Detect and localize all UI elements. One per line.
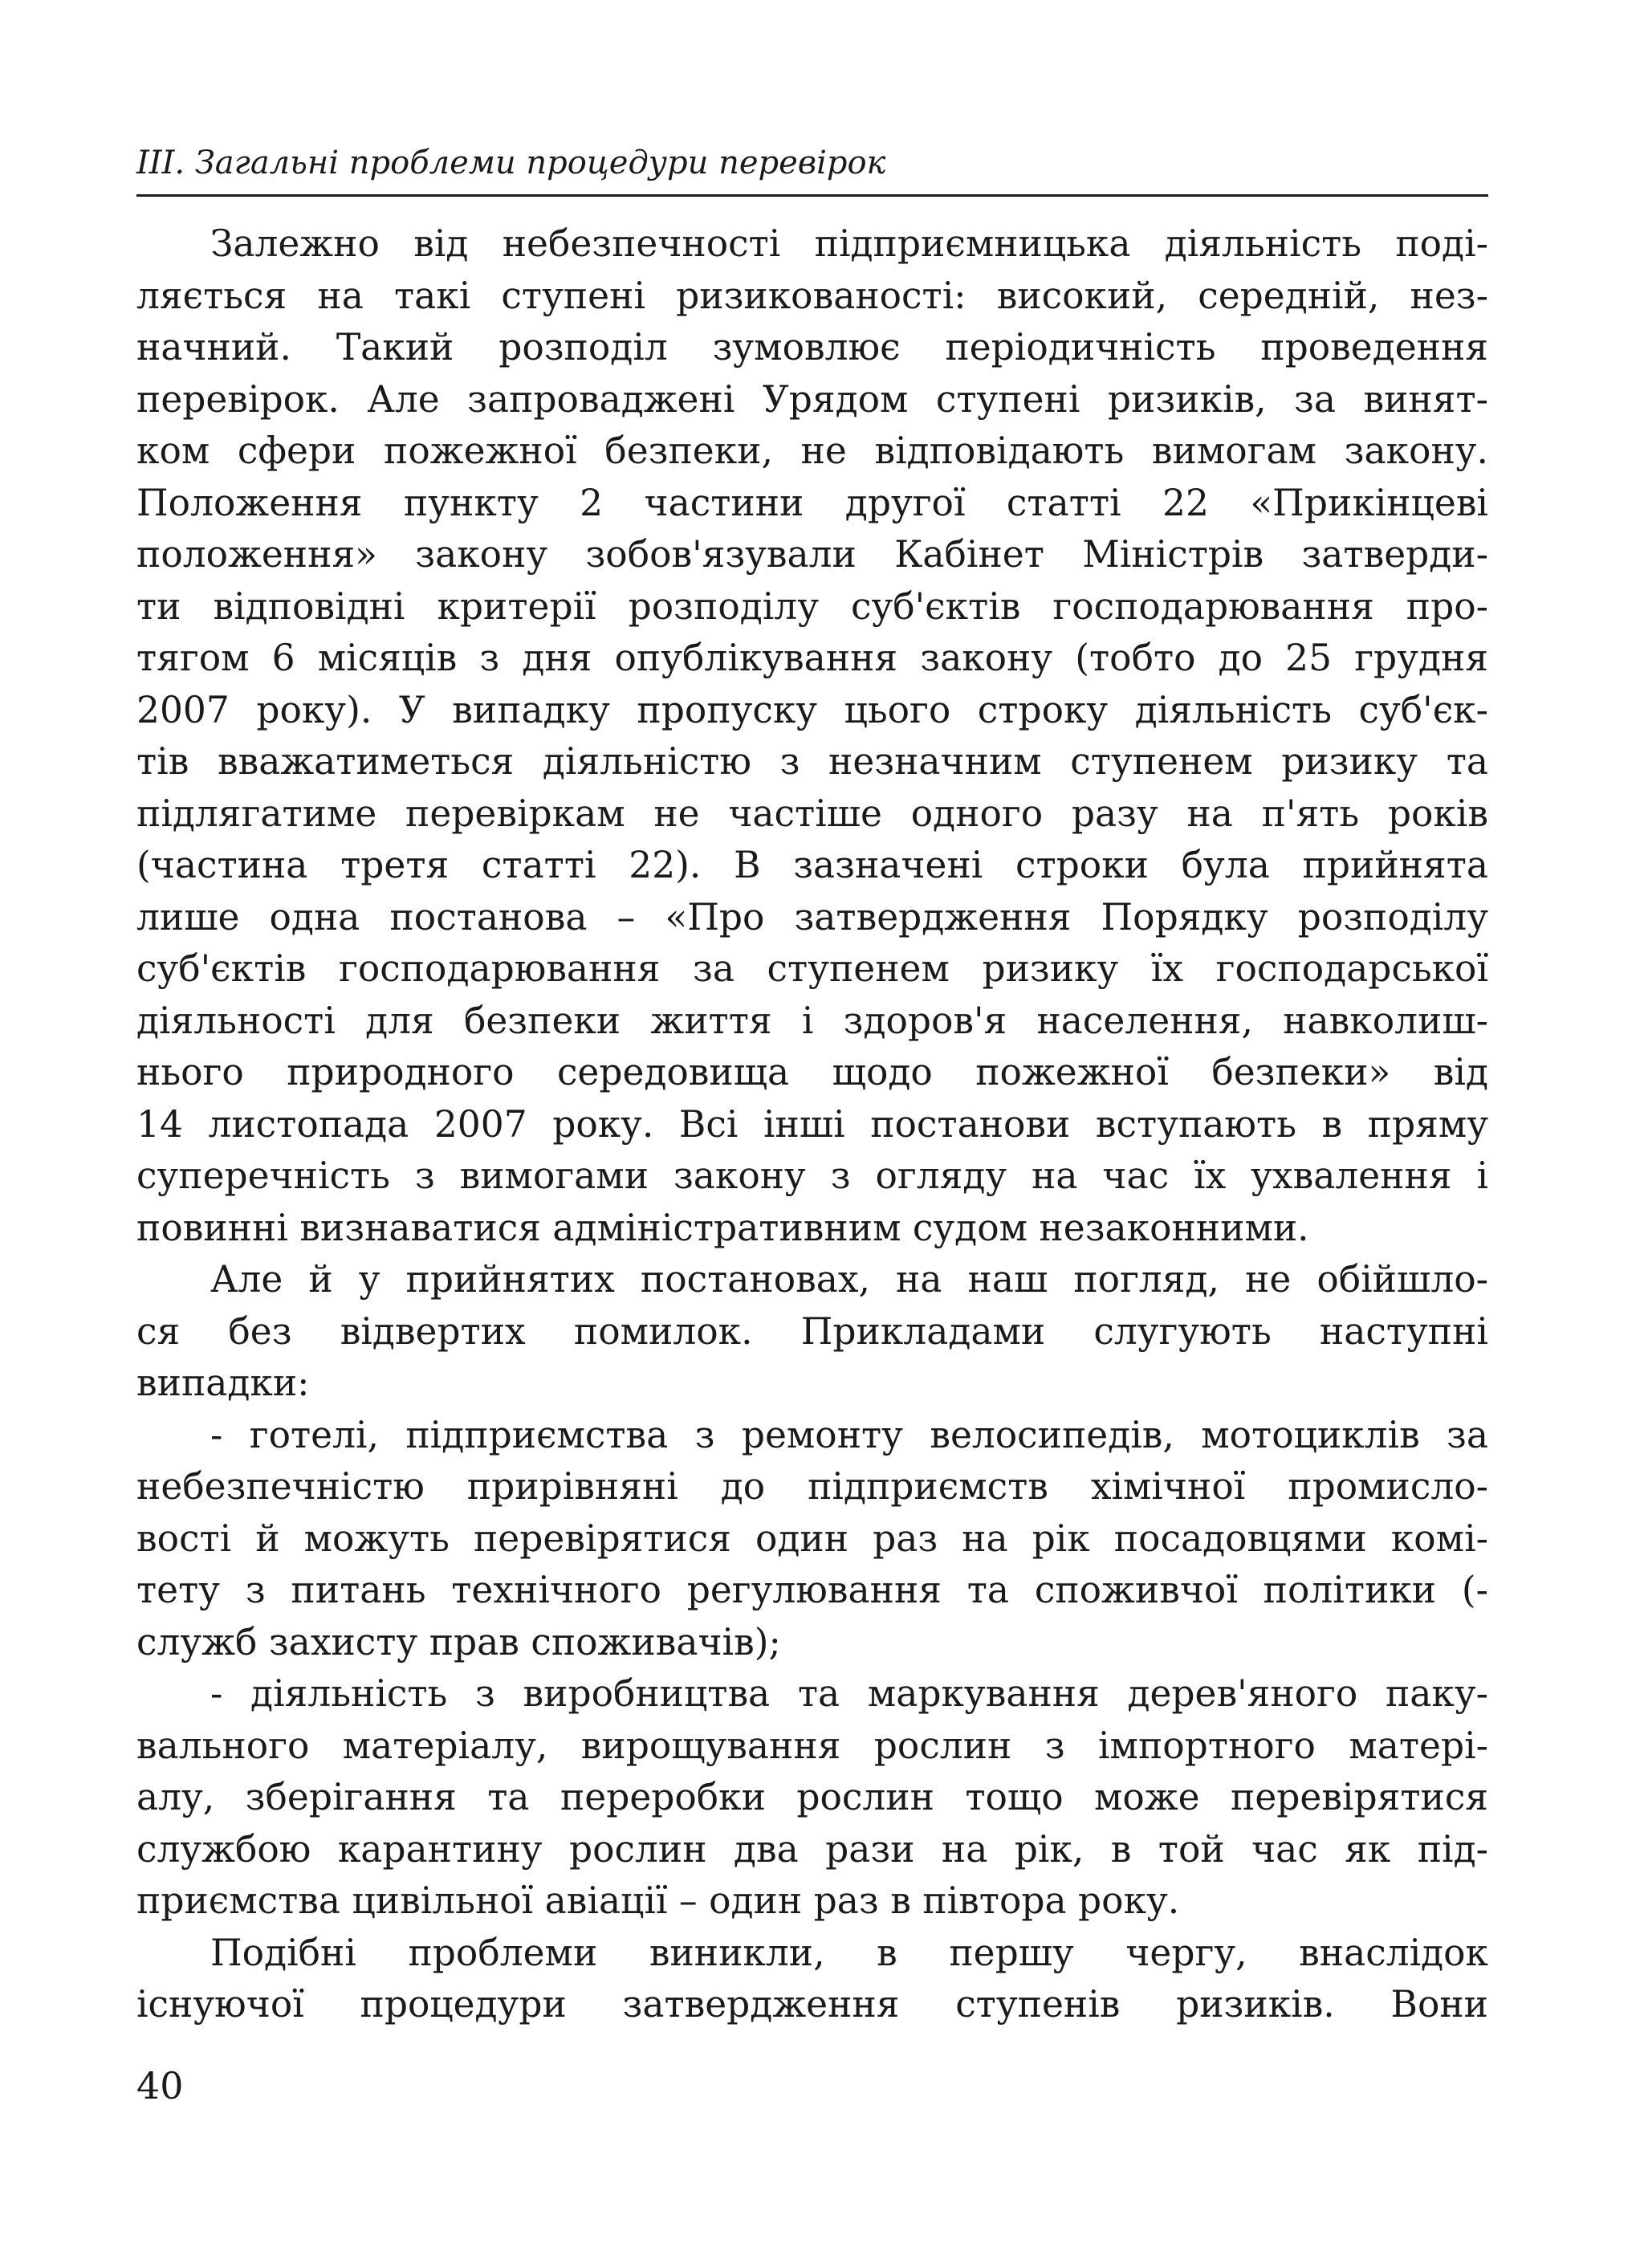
text-line: діяльності для безпеки життя і здоров'я населення, навколиш-: [136, 999, 1488, 1042]
list-item: [136, 1668, 1488, 1928]
text-line: - готелі, підприємства з ремонту велосипедів, мотоциклів за: [210, 1413, 1488, 1456]
text-line: алу, зберігання та переробки рослин тощо може перевірятися: [136, 1776, 1488, 1818]
text-line: Подібні проблеми виникли, в першу чергу, внаслідок: [210, 1931, 1488, 1974]
paragraph: [136, 1928, 1488, 2031]
text-line: тету з питань технічного регулювання та споживчої політики (-: [136, 1569, 1488, 1611]
text-line: службою карантину рослин два рази на рік, в той час як під-: [136, 1827, 1488, 1871]
text-line: тягом 6 місяців з дня опублікування закону (тобто до 25 грудня: [136, 637, 1488, 679]
list-item: [136, 1410, 1488, 1669]
running-head: ІІІ. Загальні проблеми процедури перевірок: [136, 145, 886, 181]
text-line: небезпечністю прирівняні до підприємств хімічної промисло-: [136, 1465, 1488, 1508]
text-line: положення» закону зобов'язували Кабінет Міністрів затверди-: [136, 533, 1488, 576]
text-line: Але й у прийнятих постановах, на наш погляд, не обійшло-: [210, 1258, 1488, 1301]
paragraph: [136, 218, 1488, 1254]
text-line: (частина третя статті 22). В зазначені строки була прийнята: [136, 844, 1488, 886]
text-line: ти відповідні критерії розподілу суб'єктів господарювання про-: [136, 584, 1488, 628]
body-text: [136, 218, 1488, 2031]
text-line: 2007 року). У випадку пропуску цього строку діяльність суб'єк-: [136, 688, 1488, 731]
text-line: суб'єктів господарювання за ступенем ризику їх господарської: [136, 947, 1488, 990]
text-line: лише одна постанова – «Про затвердження Порядку розподілу: [136, 895, 1488, 939]
text-line: - діяльність з виробництва та маркування дерев'яного паку-: [210, 1672, 1488, 1715]
text-line: нього природного середовища щодо пожежної безпеки» від: [136, 1051, 1488, 1093]
text-line: існуючої процедури затвердження ступенів ризиків. Вони: [136, 1983, 1488, 2026]
text-line: повинні визнаватися адміністративним судом незаконними.: [136, 1206, 1309, 1249]
text-line: ляється на такі ступені ризикованості: високий, середній, нез-: [136, 274, 1488, 317]
text-line: ком сфери пожежної безпеки, не відповідають вимогам закону.: [136, 430, 1488, 472]
text-line: приємства цивільної авіації – один раз в півтора року.: [136, 1879, 1180, 1922]
text-line: вості й можуть перевірятися один раз на рік посадовцями комі-: [136, 1517, 1488, 1560]
text-line: 14 листопада 2007 року. Всі інші постанови вступають в пряму: [136, 1102, 1488, 1146]
text-line: вального матеріалу, вирощування рослин з імпортного матері-: [136, 1724, 1488, 1767]
text-line: перевірок. Але запроваджені Урядом ступені ризиків, за винят-: [136, 377, 1488, 421]
text-line: Залежно від небезпечності підприємницька діяльність поді-: [210, 222, 1488, 265]
header-rule: [136, 194, 1488, 197]
text-line: випадки:: [136, 1362, 310, 1404]
text-line: тів вважатиметься діяльністю з незначним ступенем ризику та: [136, 740, 1488, 783]
text-line: начний. Такий розподіл зумовлює періодичність проведення: [136, 326, 1488, 368]
paragraph: [136, 1254, 1488, 1410]
text-line: ся без відвертих помилок. Прикладами слугують наступні: [136, 1309, 1488, 1353]
text-line: служб захисту прав споживачів);: [136, 1620, 781, 1663]
text-line: підлягатиме перевіркам не частіше одного разу на п'ять років: [136, 792, 1488, 835]
page-number: 40: [136, 2064, 184, 2107]
text-line: Положення пункту 2 частини другої статті 22 «Прикінцеві: [136, 481, 1488, 524]
text-line: суперечність з вимогами закону з огляду на час їх ухвалення і: [136, 1154, 1488, 1197]
